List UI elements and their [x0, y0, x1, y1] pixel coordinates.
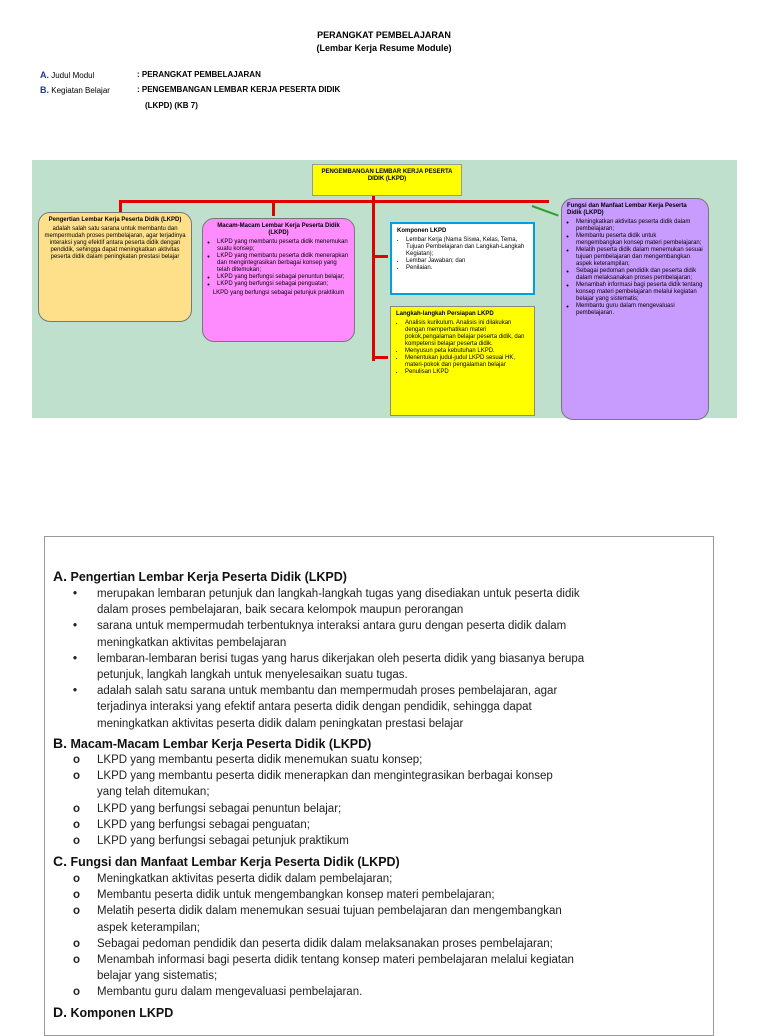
- section-a-line: terjadinya interaksi yang efektif antara peserta didik dengan pendidik, sehingga dapat: [97, 701, 532, 714]
- connector-komponen: [372, 255, 388, 258]
- section-b-marker: o: [73, 754, 81, 766]
- meta-a-letter: A.: [40, 70, 49, 80]
- fungsi-item-1: ◦ Membantu peserta didik untuk mengembangkan konsep materi pembelajaran;: [576, 233, 703, 247]
- section-c-line: Melatih peserta didik dalam menemukan sesuai tujuan pembelajaran dan mengembangkan: [97, 905, 562, 918]
- section-d-title: Komponen LKPD: [70, 1006, 174, 1020]
- fungsi-item-3: ◦ Sebagai pedoman pendidik dan peserta didik dalam melaksanakan proses pembelajaran;: [576, 268, 703, 282]
- langkah-node-list: [396, 320, 529, 376]
- section-b-title: Macam-Macam Lembar Kerja Peserta Didik (LKPD): [70, 737, 372, 751]
- langkah-item-2: • Menentukan judul-judul LKPD sesuai HK, materi-pokok dan pengalaman belajar: [405, 355, 529, 369]
- meta-b-label: Kegiatan Belajar: [51, 86, 110, 95]
- section-a-marker: •: [73, 652, 78, 665]
- fungsi-item-2: ◦ Melatih peserta didik dalam menemukan sesuai tujuan pembelajaran dan mengembangkan aspek keterampilan;: [576, 247, 703, 268]
- section-c-marker: o: [73, 873, 81, 885]
- fungsi-node-title: Fungsi dan Manfaat Lembar Kerja Peserta Didik (LKPD): [567, 203, 687, 216]
- section-a-line: meningkatkan aktivitas pembelajaran: [97, 636, 287, 649]
- section-a-marker: •: [73, 620, 78, 633]
- connector-horizontal: [119, 200, 549, 203]
- section-a-line: adalah salah satu sarana untuk membantu dan mempermudah proses pembelajaran, agar: [97, 685, 558, 698]
- langkah-item-3: • Penulisan LKPD: [405, 369, 529, 376]
- section-b-heading: [53, 736, 371, 752]
- section-b-line: LKPD yang berfungsi sebagai penuntun belajar;: [97, 802, 342, 815]
- langkah-item-1: • Menyusun peta kebutuhan LKPD.: [405, 348, 529, 355]
- meta-b-value-cont: (LKPD) (KB 7): [145, 101, 198, 110]
- pengertian-node-title: Pengertian Lembar Kerja Peserta Didik (LKPD): [48, 217, 182, 223]
- section-c-marker: o: [73, 905, 81, 918]
- resume-panel: [44, 536, 714, 1036]
- section-a-title: Pengertian Lembar Kerja Peserta Didik (LKPD): [70, 570, 347, 584]
- center-node-title: PENGEMBANGAN LEMBAR KERJA PESERTA DIDIK (LKPD): [321, 169, 453, 182]
- section-d-letter: D.: [53, 1004, 67, 1020]
- section-c-marker: o: [73, 937, 81, 950]
- macam-node: [202, 218, 355, 342]
- meta-a: [40, 70, 94, 80]
- section-a-marker: •: [73, 685, 78, 698]
- section-d-heading: [53, 1005, 173, 1021]
- macam-item-2: ◦ LKPD yang berfungsi sebagai penuntun belajar;: [217, 274, 349, 281]
- komponen-node: [390, 222, 535, 295]
- macam-node-last: LKPD yang berfungsi sebagai petunjuk praktikum: [212, 290, 345, 296]
- page-subtitle: (Lembar Kerja Resume Module): [316, 43, 452, 53]
- section-c-heading: [53, 854, 400, 870]
- meta-b-letter: B.: [40, 85, 49, 95]
- macam-item-3: ◦ LKPD yang berfungsi sebagai penguatan;: [217, 281, 349, 288]
- komponen-node-title: Komponen LKPD: [397, 228, 447, 234]
- fungsi-item-0: ◦ Meningkatkan aktivitas peserta didik dalam pembelajaran;: [576, 219, 703, 233]
- connector-fungsi: [532, 205, 559, 216]
- komponen-item-1: • Lembar Jawaban; dan: [406, 258, 528, 265]
- concept-map: [32, 160, 737, 418]
- macam-item-0: ◦ LKPD yang membantu peserta didik menemukan suatu konsep;: [217, 239, 349, 253]
- section-c-line: Menambah informasi bagi peserta didik tentang konsep materi pembelajaran melalui kegiatan: [97, 954, 574, 966]
- section-a-line: lembaran-lembaran berisi tugas yang harus dikerjakan oleh peserta didik yang biasanya berupa: [97, 652, 585, 665]
- section-c-line: Meningkatkan aktivitas peserta didik dalam pembelajaran;: [97, 873, 393, 885]
- meta-b-value: : PENGEMBANGAN LEMBAR KERJA PESERTA DIDIK: [137, 85, 341, 94]
- fungsi-item-4: ◦ Menambah informasi bagi peserta didik tentang konsep materi pembelajaran melalui kegiatan belajar yang sistematis;: [576, 282, 703, 303]
- section-a-line: petunjuk, langkah langkah untuk menyelesaikan suatu tugas.: [97, 669, 408, 681]
- section-b-line: LKPD yang berfungsi sebagai penguatan;: [97, 818, 310, 831]
- meta-a-label: Judul Modul: [51, 71, 95, 80]
- section-b-line: LKPD yang berfungsi sebagai petunjuk praktikum: [97, 835, 349, 847]
- section-a-marker: •: [73, 588, 78, 600]
- meta-a-value: : PERANGKAT PEMBELAJARAN: [137, 70, 261, 79]
- fungsi-node-list: [567, 219, 703, 317]
- section-c-line: Sebagai pedoman pendidik dan peserta didik dalam melaksanakan proses pembelajaran;: [97, 937, 553, 950]
- section-c-marker: o: [73, 889, 81, 902]
- section-c-title: Fungsi dan Manfaat Lembar Kerja Peserta Didik (LKPD): [70, 855, 400, 869]
- section-b-marker: o: [73, 770, 81, 783]
- fungsi-node: [561, 198, 709, 420]
- section-b-marker: o: [73, 818, 81, 831]
- pengertian-node: [38, 212, 192, 322]
- section-b-line: LKPD yang membantu peserta didik menerapkan dan mengintegrasikan berbagai konsep: [97, 770, 553, 783]
- section-a-line: dalam proses pembelajaran, baik secara kelompok maupun perorangan: [97, 604, 464, 617]
- komponen-item-2: • Penilaian.: [406, 265, 528, 272]
- section-b-marker: o: [73, 802, 81, 815]
- komponen-item-0: • Lembar Kerja (Nama Siswa, Kelas, Tema, Tujuan Pembelajaran dan Langkah-Langkah Kegiatan);: [406, 237, 528, 258]
- section-b-line: yang telah ditemukan;: [97, 786, 210, 799]
- macam-node-title: Macam-Macam Lembar Kerja Peserta Didik (LKPD): [217, 223, 340, 236]
- section-a-line: sarana untuk mempermudah terbentuknya interaksi antara guru dengan peserta didik dalam: [97, 620, 567, 633]
- macam-item-1: ◦ LKPD yang membantu peserta didik menerapkan dan mengintegrasikan berbagai konsep yang telah ditemukan;: [217, 253, 349, 274]
- connector-langkah: [372, 356, 388, 359]
- page-title: PERANGKAT PEMBELAJARAN: [317, 30, 451, 40]
- section-a-letter: A.: [53, 568, 67, 584]
- section-c-line: Membantu guru dalam mengevaluasi pembelajaran.: [97, 986, 363, 999]
- section-b-letter: B.: [53, 735, 67, 751]
- langkah-node-title: Langkah-langkah Persiapan LKPD: [396, 311, 494, 317]
- connector-vertical: [372, 191, 375, 361]
- langkah-node: [390, 306, 535, 416]
- section-b-marker: o: [73, 835, 81, 847]
- pengertian-node-body: adalah salah satu sarana untuk membantu dan mempermudah proses pembelajaran, agar terjadinya interaksi yang efektif antara peserta didik dengan pendidik, sehingga dapat meningkatkan aktivitas peserta didik dalam peningkatan prestasi belajar: [44, 226, 186, 260]
- section-b-line: LKPD yang membantu peserta didik menemukan suatu konsep;: [97, 754, 423, 766]
- komponen-node-list: [397, 237, 528, 272]
- section-c-marker: o: [73, 954, 81, 966]
- section-a-line: meningkatkan aktivitas peserta didik dalam peningkatan prestasi belajar: [97, 717, 464, 730]
- center-node: [312, 164, 462, 196]
- section-c-line: Membantu peserta didik untuk mengembangkan konsep materi pembelajaran;: [97, 889, 495, 902]
- section-c-line: aspek keterampilan;: [97, 921, 200, 934]
- section-c-marker: o: [73, 986, 81, 999]
- section-c-line: belajar yang sistematis;: [97, 970, 218, 983]
- section-a-heading: [53, 569, 347, 585]
- macam-node-list: [208, 239, 349, 288]
- section-c-letter: C.: [53, 853, 67, 869]
- meta-b: [40, 85, 110, 95]
- connector-mid: [272, 200, 275, 216]
- fungsi-item-5: ◦ Membantu guru dalam mengevaluasi pembelajaran.: [576, 303, 703, 317]
- langkah-item-0: • Analisis kurikulum. Analisis ini dilakukan dengan memperhatikan materi pokok,pengalaman belajar peserta didik, dan kompetensi belajar peserta didik.: [405, 320, 529, 348]
- section-a-line: merupakan lembaran petunjuk dan langkah-langkah tugas yang disediakan untuk peserta didik: [97, 588, 580, 600]
